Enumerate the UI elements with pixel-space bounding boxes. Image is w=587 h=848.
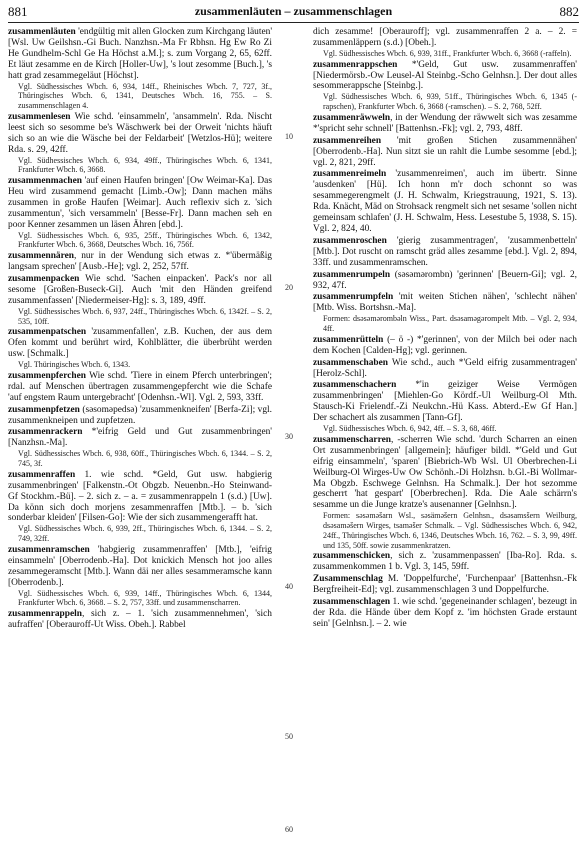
headword: zusammenpfetzen xyxy=(8,404,80,415)
dictionary-entry xyxy=(8,112,272,175)
dictionary-entry xyxy=(313,136,577,169)
dictionary-entry xyxy=(313,574,577,596)
dictionary-entry xyxy=(313,292,577,333)
headword: zusammenramschen xyxy=(8,544,90,555)
entry-body xyxy=(8,427,272,449)
right-column xyxy=(313,27,577,842)
dictionary-entry xyxy=(8,327,272,370)
headword: zusammenrumpeln xyxy=(313,269,391,280)
headword: zusammenreimeln xyxy=(313,169,387,180)
dictionary-entry xyxy=(313,113,577,135)
entry-body xyxy=(8,405,272,427)
reference-note: Formen: dsəsəmərombəln Wiss., Part. dsəsaməgərompelt Mtb. – Vgl. 2, 934, 4ff. xyxy=(323,314,577,334)
entry-text: Wie schd. 'Tiere in einem Pferch unterbringen'; rdal. auf Menschen übertragen zusammengepfercht wie die Schafe 'auf engstem Raum untergebracht' [Odenhsn.-Wl]. Vgl. 2, 593, 33ff. xyxy=(8,370,272,403)
entry-text: (– ö -) *'gerinnen', von der Milch bei oder nach dem Kochen [Calden-Hg]; vgl. gerinnen. xyxy=(313,334,577,356)
entry-text: M. 'Doppelfurche', 'Furchenpaar' [Battenhsn.-Fk Bergfreiheit-Ed]; vgl. zusammenschlagen 3 und Doppelfurche. xyxy=(313,574,577,596)
dictionary-entry xyxy=(8,609,272,631)
headword: zusammenschachern xyxy=(313,380,397,391)
entry-body xyxy=(313,551,577,573)
reference-note: Vgl. Südhessisches Wbch. 6, 937, 24ff., Thüringisches Wbch. 6, 1342f. – S. 2, 535, 10ff. xyxy=(18,306,272,326)
reference-note: Vgl. Südhessisches Wbch. 6, 939, 14ff., Thüringisches Wbch. 6, 1344, Frankfurter Wbch. 6, 3668. – S. 2, 757, 33ff. und zusammenscharren. xyxy=(18,588,272,608)
dictionary-entry xyxy=(8,427,272,468)
dictionary-entry xyxy=(313,551,577,573)
dictionary-entry xyxy=(313,335,577,357)
reference-note: Vgl. Südhessisches Wbch. 6, 938, 60ff., Thüringisches Wbch. 6, 1344. – S. 2, 745, 3f. xyxy=(18,449,272,469)
entry-text: Wie schd., auch *'Geld eifrig zusammentragen' [Herolz-Schl]. xyxy=(313,357,577,379)
entry-body xyxy=(313,136,577,169)
entry-body xyxy=(8,545,272,589)
entry-text: 'zusammenreimen', auch im übertr. Sinne 'ausdenken' [Hü]. Ich honn m'r doch schonnt so was sesammegerengmelt (J. H. Schwalm, Kriegstrauung, 1921, S. 13). Rda. Knächt, Mäd on Strohsack rengmelt sich net sesame 'sollen nicht gemeinsam schlafen' (J. H. Schwalm, Hess. Lesestube 5, 1938, S. 15). Vgl. 2, 824, 40. xyxy=(313,169,577,234)
header-rule xyxy=(8,22,579,23)
dictionary-entry xyxy=(313,380,577,433)
page-header xyxy=(0,0,587,24)
dictionary-entry xyxy=(8,251,272,273)
page-number-left: 881 xyxy=(8,4,28,19)
headword: zusammenrappschen xyxy=(313,59,398,70)
headword: zusammenroschen xyxy=(313,235,387,246)
entry-body xyxy=(313,27,577,49)
entry-text: *'Geld, Gut usw. zusammenraffen' [Niedermörsb.-Ow Leusel-Al Steinbg.-Scho Gelnhsn.]. Der dout alles sesommerappsche [Steinbg.]. xyxy=(313,59,577,92)
entry-text: (səsoməpedsə) 'zusammenkneifen' [Berfa-Zi]; vgl. zusammenkneipen und zupfetzen. xyxy=(8,404,272,426)
dictionary-entry xyxy=(313,169,577,234)
dictionary-entry xyxy=(8,27,272,111)
entry-body xyxy=(8,251,272,273)
headword: zusammenlesen xyxy=(8,111,71,122)
entry-body xyxy=(313,335,577,357)
headword: zusammenschicken xyxy=(313,551,391,562)
reference-note: Vgl. Südhessisches Wbch. 6, 942, 4ff. – S. 3, 68, 46ff. xyxy=(323,424,497,434)
line-number: 10 xyxy=(285,132,293,141)
entry-text: 'habgierig zusammenraffen' [Mtb.], 'eifrig einsammeln' [Oberrodenb.-Ha]. Dot knickich Mensch hot joo alles zesammegeramscht [Mtb.]. Wann däi ner alles sesammeramsche kann [Oberrodenb.]. xyxy=(8,544,272,588)
headword: zusammenrütteln xyxy=(313,334,384,345)
dictionary-entry xyxy=(313,236,577,269)
entry-text: , nur in der Wendung sich etwas z. *'übermäßig langsam sprechen' [Ausb.-He]; vgl. 2, 252, 57ff. xyxy=(8,251,272,273)
dictionary-entry xyxy=(8,371,272,404)
headword: zusammenscharren xyxy=(313,434,391,445)
headword: zusammenschaben xyxy=(313,357,389,368)
entry-body xyxy=(8,609,272,631)
headword: zusammenreihen xyxy=(313,135,382,146)
headword: zusammenschlagen xyxy=(313,597,391,608)
reference-note: Vgl. Südhessisches Wbch. 6, 939, 31ff., Frankfurter Wbch. 6, 3668 (-raffeln). xyxy=(323,48,572,58)
dictionary-entry xyxy=(313,270,577,292)
entry-text: Wie schd. 'Sachen einpacken'. Pack's nor all sesome [Großen-Buseck-Gi]. Auch 'mit den Händen greifend zusammenfassen' [Niedermeiser-Hg]: s. 3, 189, 49ff. xyxy=(8,274,272,306)
entry-text: 1. wie schd. *Geld, Gut usw. habgierig zusammenbringen' [Falkenstn.-Ot Obgzb. Neuenbn.-Ho Steinwand-Gf Stockhm.-Bü]. – 2. sich z. – a. = zusammenrappeln 1 (s.d.) [Uw]. Da könn sich doch morjens zesammenraffen [Mtb.]. – b. 'sich sonderbar kleiden' [Filsen-Go]: Wie der sich zusammengerafft hat. xyxy=(8,469,272,524)
line-number: 30 xyxy=(285,432,293,441)
entry-text: 'mit weiten Stichen nähen', 'schlecht nähen' [Mtb. Wiss. Bortshsn.-Ma]. xyxy=(313,292,577,314)
entry-text: *'in geiziger Weise Vermögen zusammenbringen' [Miehlen-Go Kördf.-Ul Weilburg-Ol Mth. Stausch-Ki Frielendf.-Zi Neukchn.-Hü Kass. Abterd.-Ew Gf Han.] Der schachert als zusammen [Tann-Gf]. xyxy=(313,380,577,424)
reference-note: Vgl. Südhessisches Wbch. 6, 939, 51ff., Thüringisches Wbch. 6, 1345 (-rapschen), Frankfurter Wbch. 6, 3668 (-ramschen). – S. 2, 768, 52ff. xyxy=(323,92,577,112)
page-title: zusammenläuten – zusammenschlagen xyxy=(194,4,393,18)
dictionary-entry xyxy=(313,435,577,551)
headword: zusammenrappeln xyxy=(8,609,82,620)
line-number: 60 xyxy=(285,825,293,834)
line-number: 20 xyxy=(285,283,293,292)
headword: zusammenrackern xyxy=(8,427,83,438)
entry-text: 1. wie schd. 'gegeneinander schlagen', bezeugt in der Rda. die Hände über dem Kopf z. 'im höchsten Grade erstaunt sein' [Gelnhsn.]. – 2. wie xyxy=(313,597,577,629)
entry-body xyxy=(313,60,577,93)
entry-body xyxy=(313,113,577,135)
entry-text: 'gierig zusammentragen', 'zusammenbetteln' [Mtb.]. Dot ruscht on ramscht gräd alles zesamme [ebd.]. Vgl. 2, 894, 33ff. und zusammenramschen. xyxy=(313,235,577,268)
entry-text: (səsəmərombn) 'gerinnen' [Beuern-Gi]; vgl. 2, 932, 47f. xyxy=(313,269,577,291)
entry-text: 'endgültig mit allen Glocken zum Kirchgang läuten' [Wsl. Uw Geilshsn.-Gi Buch. Nanzhsn.-Ma Fr Rbhsn. Hg Ew Ro Zi He Gundhelm-Schl Ge Ha Höchst a.M.]; s. zum Vorgang 2, 65, 62ff. Et läut zesamme en de Kirch [Holler-Uw], 's lout zesomme [Buch.], 's hatt grad zesammegeläut [Höchst]. xyxy=(8,27,272,81)
headword: zusammenräwweln xyxy=(313,112,391,123)
dictionary-entry xyxy=(8,405,272,427)
entry-body xyxy=(313,574,577,596)
entry-body xyxy=(313,358,577,380)
entry-text: 'zusammenfallen', z.B. Kuchen, der aus dem Ofen kommt und berührt wird, Kohlblätter, die überbrüht werden usw. [Schmalk.] xyxy=(8,327,272,360)
entry-text: , sich z. 'zusammenpassen' [Iba-Ro]. Rda. s. zusammenkommen 1 b. Vgl. 3, 145, 59ff. xyxy=(313,551,577,573)
headword: zusammenrumpfeln xyxy=(313,292,394,303)
entry-body xyxy=(313,236,577,269)
headword: zusammenläuten xyxy=(8,27,76,37)
entry-body xyxy=(8,274,272,307)
dictionary-entry xyxy=(8,274,272,326)
entry-text: Wie schd. 'einsammeln', 'ansammeln'. Rda. Nischt leest sich so sesomme be's Wäschwerk bei der Orweit 'nichts häuft sich so an wie die Wäsche bei der Feldarbeit' [Wetzlos-Hü]; weitere Rda. s. 29, 42ff. xyxy=(8,111,272,155)
entry-body xyxy=(313,292,577,314)
headword: zusammenpatschen xyxy=(8,327,87,338)
headword: zusammenraffen xyxy=(8,469,76,480)
reference-note: Vgl. Südhessisches Wbch. 6, 934, 49ff., Thüringisches Wbch. 6, 1341, Frankfurter Wbch. 6, 3668. xyxy=(18,155,272,175)
entry-body xyxy=(313,597,577,630)
headword: zusammenmachen xyxy=(8,176,82,187)
headword: Zusammenschlag xyxy=(313,574,383,585)
reference-note: Vgl. Südhessisches Wbch. 6, 935, 25ff., Thüringisches Wbch. 6, 1342, Frankfurter Wbch. 6, 3668, Deutsches Wbch. 16, 756f. xyxy=(18,230,272,250)
dictionary-entry xyxy=(8,176,272,250)
headword: zusammenpferchen xyxy=(8,370,86,381)
reference-note: Vgl. Südhessisches Wbch. 6, 934, 14ff., Rheinisches Wbch. 7, 727, 3f., Thüringisches Wbch. 6, 1341, Deutsches Wbch. 16, 755. – S. zusammenschlagen 4. xyxy=(18,81,272,111)
entry-text: , in der Wendung der räwwelt sich was zesamme *'spricht sehr schnell' [Battenhsn.-Fk]; vgl. 2, 793, 48ff. xyxy=(313,112,577,134)
reference-note: Vgl. Südhessisches Wbch. 6, 939, 2ff., Thüringisches Wbch. 6, 1344. – S. 2, 749, 32ff. xyxy=(18,524,272,544)
line-number: 50 xyxy=(285,732,293,741)
dictionary-entry xyxy=(313,597,577,630)
entry-text: 'auf einen Haufen bringen' [Ow Weimar-Ka]. Das Heu wird zusammend gemacht [Limb.-Ow]; Dann machen mähs zusammen in große Haufen [Weimar]. Auch reflexiv sich z. 'sich zusammentun', 'sich versammeln' [Besse-Fr]. Dann machen seh en poor Kenner zesammen un läsen Ähren [ebd.]. xyxy=(8,176,272,230)
entry-body xyxy=(8,470,272,525)
line-number: 40 xyxy=(285,582,293,591)
headword: zusammennären xyxy=(8,251,74,262)
left-column xyxy=(8,27,272,842)
reference-note: Formen: səsəməšarn Wsl., səsäməšern Gelnhsn., dsəsamsšern Weilburg, dsəsaməšern Wirges, tsaməšer Schmalk. – Vgl. Südhessisches Wbch. 6, 942, 24ff., Thüringisches Wbch. 6, 1346, Deutsches Wbch. 16, 762. – S. 3, 99, 49ff. und 135, 50ff. sowie zusammenkratzen. xyxy=(323,511,577,550)
entry-text: 'mit großen Stichen zusammennähen' [Oberrodenb.-Ha]. Nun sitzt sie un rahlt die Lumbe sesomme [ebd.]; vgl. 2, 821, 29ff. xyxy=(313,135,577,168)
reference-note: Vgl. Thüringisches Wbch. 6, 1343. xyxy=(18,360,131,370)
entry-body xyxy=(8,176,272,231)
dictionary-entry xyxy=(8,545,272,608)
entry-body xyxy=(8,27,272,82)
entry-body xyxy=(313,435,577,511)
entry-body xyxy=(8,327,272,360)
entry-text: *'eifrig Geld und Gut zusammenbringen' [Nanzhsn.-Ma]. xyxy=(8,427,272,449)
dictionary-entry xyxy=(313,27,577,59)
entry-text: , -scherren Wie schd. 'durch Scharren an einen Ort zusammenbringen' [allgemein]; häufiger bildl. *'Geld und Gut eifrig einsammeln', 'sparen' [Biebrich-Wb Wsl. Ul Oberbrechen-Li Weilburg-Ol Wirges-Uw Ow Schönh.-Di Holzhsn. b.Gl.-Bi Wollmar-Ma Obgzb. Eschwege Gelnhsn. Ha Schmalk.]. Der hot sezomme gescherrt 'hat gespart' [Oberbrechen]. Rda. Die Aale schärrn's sesamme un die Junge kratze's ausenanner [Gelnhsn.]. xyxy=(313,434,577,511)
entry-body xyxy=(313,169,577,234)
entry-body xyxy=(8,371,272,404)
entry-body xyxy=(8,112,272,156)
entry-text: dich zesamme! [Oberauroff]; vgl. zusammenraffen 2 a. – 2. = zusammenläppern (s.d.) [Obeh.]. xyxy=(313,27,577,48)
entry-body xyxy=(313,270,577,292)
dictionary-entry xyxy=(313,358,577,380)
entry-text: , sich z. – 1. 'sich zusammennehmen', 'sich aufraffen' [Oberauroff-Ut Wiss. Obeh.]. Rabbel xyxy=(8,609,272,631)
dictionary-entry xyxy=(313,60,577,112)
headword: zusammenpacken xyxy=(8,274,80,285)
entry-body xyxy=(313,380,577,424)
page-number-right: 882 xyxy=(559,4,579,19)
dictionary-entry xyxy=(8,470,272,544)
